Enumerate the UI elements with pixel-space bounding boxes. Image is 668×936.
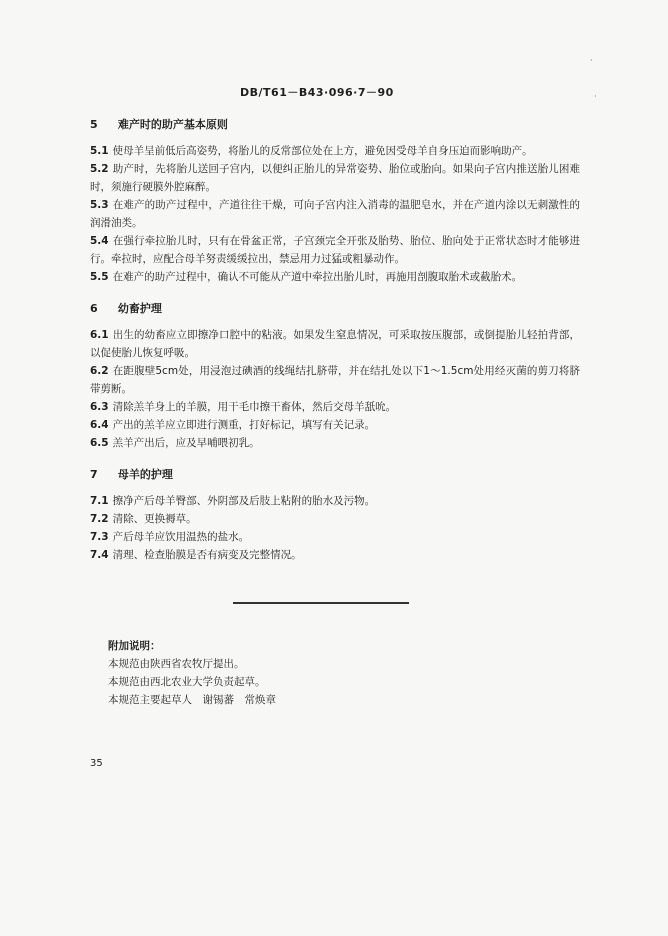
clause-number: 5.4: [90, 235, 109, 247]
clause: [90, 492, 580, 510]
clause: [90, 416, 580, 434]
section-heading: [90, 116, 580, 132]
clause-text: 羔羊产出后，应及早哺喂初乳。: [112, 437, 260, 449]
clause: [90, 326, 580, 362]
clause: [90, 268, 580, 286]
clause: [90, 398, 580, 416]
section-5: [90, 116, 580, 286]
clause-number: 6.4: [90, 419, 109, 431]
clause: [90, 196, 580, 232]
clause-number: 6.3: [90, 401, 109, 413]
page-number: 35: [90, 758, 103, 769]
clause-number: 5.1: [90, 145, 109, 157]
clause-text: 擦净产后母羊臀部、外阴部及后肢上粘附的胎水及污物。: [112, 495, 376, 507]
clause-number: 5.5: [90, 271, 109, 283]
clause-number: 6.2: [90, 365, 109, 377]
section-title: 难产时的助产基本原则: [117, 118, 228, 131]
section-heading: [90, 300, 580, 316]
clause-text: 使母羊呈前低后高姿势，将胎儿的反常部位处在上方，避免因受母羊自身压迫而影响助产。: [112, 145, 533, 157]
clause-text: 在距腹壁5cm处，用浸泡过碘酒的线绳结扎脐带，并在结扎处以下1～1.5cm处用经灭菌的剪刀将脐带剪断。: [90, 365, 580, 395]
section-7: [90, 466, 580, 564]
scan-mark: ·: [594, 92, 597, 101]
clause: [90, 142, 580, 160]
clause-text: 在强行牵拉胎儿时，只有在骨盆正常，子宫颈完全开张及胎势、胎位、胎向处于正常状态时才能够进行。牵拉时，应配合母羊努责缓缓拉出，禁忌用力过猛或粗暴动作。: [90, 235, 580, 265]
notes-title: 附加说明：: [108, 640, 161, 652]
section-number: 7: [90, 468, 98, 481]
clause-text: 产后母羊应饮用温热的盐水。: [112, 531, 250, 543]
clause: [90, 510, 580, 528]
additional-notes: [108, 637, 276, 709]
clause-text: 在难产的助产过程中，确认不可能从产道中牵拉出胎儿时，再施用剖腹取胎术或截胎术。: [112, 271, 523, 283]
notes-line: 本规范由陕西省农牧厅提出。: [108, 658, 245, 670]
clause: [90, 546, 580, 564]
document-body: [90, 116, 580, 578]
clause-number: 7.3: [90, 531, 109, 543]
clause-number: 7.2: [90, 513, 109, 525]
clause: [90, 362, 580, 398]
clause-number: 6.1: [90, 329, 109, 341]
section-number: 5: [90, 118, 98, 131]
clause-number: 7.4: [90, 549, 109, 561]
section-number: 6: [90, 302, 98, 315]
clause-text: 出生的幼畜应立即擦净口腔中的粘液。如果发生窒息情况，可采取按压腹部，或倒提胎儿轻拍背部，以促使胎儿恢复呼吸。: [90, 329, 580, 359]
clause-text: 在难产的助产过程中，产道往往干燥，可向子宫内注入消毒的温肥皂水，并在产道内涂以无刺激性的润滑油类。: [90, 199, 580, 229]
document-header: DB/T61－B43·096·7－90: [240, 86, 394, 99]
clause: [90, 528, 580, 546]
section-heading: [90, 466, 580, 482]
section-title: 幼畜护理: [117, 302, 162, 315]
section-6: [90, 300, 580, 452]
clause-number: 5.2: [90, 163, 109, 175]
clause-text: 产出的羔羊应立即进行测重，打好标记，填写有关记录。: [112, 419, 376, 431]
end-divider: [233, 602, 409, 604]
section-title: 母羊的护理: [117, 468, 173, 481]
clause-text: 清除、更换褥草。: [112, 513, 197, 525]
clause: [90, 434, 580, 452]
clause-text: 助产时，先将胎儿送回子宫内，以便纠正胎儿的异常姿势、胎位或胎向。如果向子宫内推送胎儿困难时，须施行硬膜外腔麻醉。: [90, 163, 580, 193]
clause: [90, 232, 580, 268]
notes-line: 本规范主要起草人 谢锡蕃 常焕章: [108, 694, 276, 706]
clause-number: 7.1: [90, 495, 109, 507]
clause-text: 清除羔羊身上的羊膜，用干毛巾擦干畜体，然后交母羊舐吮。: [112, 401, 397, 413]
clause: [90, 160, 580, 196]
notes-line: 本规范由西北农业大学负责起草。: [108, 676, 266, 688]
clause-number: 6.5: [90, 437, 109, 449]
clause-number: 5.3: [90, 199, 109, 211]
clause-text: 清理、检查胎膜是否有病变及完整情况。: [112, 549, 302, 561]
scan-mark: ·: [590, 56, 593, 65]
